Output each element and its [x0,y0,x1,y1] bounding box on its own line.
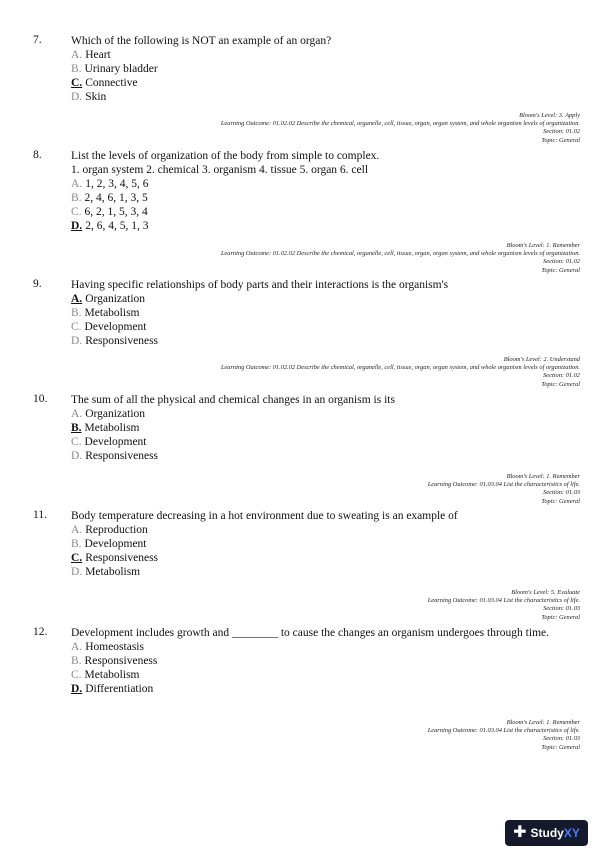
option-c [71,205,591,219]
option-b [71,306,591,320]
option-letter: B. [71,307,82,319]
option-d [71,449,591,463]
topic: Topic: General [541,136,580,144]
topic: Topic: General [541,743,580,751]
blooms-level: Bloom's Level: 2. Understand [503,356,580,363]
topic: Topic: General [541,613,580,621]
option-letter-correct: D. [71,683,83,695]
question-text: Body temperature decreasing in a hot environment due to sweating is an example of [71,510,458,522]
option-d [71,682,571,696]
option-letter: D. [71,566,83,578]
option-a [71,407,591,421]
option-text: 2, 6, 4, 5, 1, 3 [85,220,149,232]
option-letter: C. [71,436,82,448]
option-b [71,421,591,435]
question-8-metadata [221,242,580,275]
option-list [71,640,571,696]
option-letter: A. [71,641,83,653]
option-letter: B. [71,192,82,204]
question-number: 9. [33,278,42,290]
option-c [71,76,591,90]
option-letter: B. [71,655,82,667]
logo-text-suffix: XY [563,826,580,840]
option-letter: D. [71,335,83,347]
blooms-level: Bloom's Level: 1. Remember [506,242,580,249]
question-number: 11. [33,509,47,521]
question-12-metadata [428,719,580,752]
option-c [71,551,591,565]
option-list [71,523,591,579]
option-a [71,177,591,191]
option-letter: C. [71,321,82,333]
option-list [71,48,591,104]
option-list [71,177,591,233]
option-letter: A. [71,524,83,536]
option-b [71,62,591,76]
option-letter: D. [71,450,83,462]
learning-outcome: Learning Outcome: 01.02.02 Describe the chemical, organelle, cell, tissue, organ, organ system, and whole organism levels of organization. [220,250,580,258]
section: Section: 01.02 [543,128,580,136]
studyxy-logo[interactable] [505,820,588,846]
option-text: 1, 2, 3, 4, 5, 6 [85,178,149,190]
question-text: Having specific relationships of body parts and their interactions is the organism's [71,279,449,291]
question-body [71,626,571,696]
option-text: Metabolism [84,422,140,434]
option-text: Metabolism [84,669,140,681]
question-9-metadata [221,356,580,389]
question-body [71,278,591,348]
question-body [71,149,591,233]
option-letter: C. [71,206,82,218]
option-a [71,640,571,654]
section: Section: 01.02 [543,372,580,380]
question-11-metadata [428,589,580,622]
blooms-level: Bloom's Level: 5. Evaluate [511,589,580,596]
option-text: Responsiveness [85,335,159,347]
question-7-metadata [221,112,580,145]
option-letter: B. [71,63,82,75]
blooms-level: Bloom's Level: 3. Apply [519,112,580,119]
option-text: Skin [85,91,107,103]
learning-outcome: Learning Outcome: 01.03.04 List the characteristics of life. [427,727,580,735]
option-text: 2, 4, 6, 1, 3, 5 [84,192,148,204]
question-10-metadata [428,473,580,506]
option-text: Connective [85,77,138,89]
option-list [71,292,591,348]
question-text: Which of the following is NOT an example of an organ? [71,35,332,47]
learning-outcome: Learning Outcome: 01.02.02 Describe the chemical, organelle, cell, tissue, organ, organ system, and whole organism levels of organization. [220,364,580,372]
question-number: 12. [33,626,48,638]
option-d [71,219,591,233]
option-c [71,435,591,449]
option-d [71,90,591,104]
option-text: Urinary bladder [84,63,158,75]
question-number: 7. [33,34,42,46]
option-text: Metabolism [84,307,140,319]
option-text: Responsiveness [85,552,159,564]
question-number: 8. [33,149,42,161]
question-body [71,34,591,104]
option-b [71,537,591,551]
option-letter: C. [71,669,82,681]
option-letter-correct: B. [71,422,82,434]
topic: Topic: General [541,497,580,505]
option-c [71,668,571,682]
option-text: Homeostasis [85,641,144,653]
option-c [71,320,591,334]
topic: Topic: General [541,266,580,274]
option-a [71,523,591,537]
option-text: 6, 2, 1, 5, 3, 4 [84,206,148,218]
option-a [71,292,591,306]
option-d [71,334,591,348]
option-list [71,407,591,463]
option-letter: B. [71,538,82,550]
option-text: Organization [85,293,146,305]
option-text: Development [84,538,147,550]
option-letter: D. [71,91,83,103]
question-text: The sum of all the physical and chemical changes in an organism is its [71,394,395,406]
learning-outcome: Learning Outcome: 01.02.02 Describe the chemical, organelle, cell, tissue, organ, organ system, and whole organism levels of organization. [220,120,580,128]
question-body [71,393,591,463]
option-letter-correct: C. [71,77,83,89]
section: Section: 01.03 [543,489,580,497]
question-text: List the levels of organization of the body from simple to complex. [71,150,380,162]
option-letter-correct: D. [71,220,83,232]
option-text: Development [84,436,147,448]
section: Section: 01.03 [543,735,580,743]
option-text: Differentiation [85,683,154,695]
logo-text-prefix: Study [530,826,564,840]
option-b [71,191,591,205]
option-letter-correct: A. [71,293,83,305]
section: Section: 01.03 [543,605,580,613]
option-text: Responsiveness [85,450,159,462]
option-d [71,565,591,579]
question-text: Development includes growth and ________ to cause the changes an organism undergoes through time. [71,627,549,639]
option-letter: A. [71,408,83,420]
blooms-level: Bloom's Level: 1. Remember [506,719,580,726]
option-text: Development [84,321,147,333]
option-text: Responsiveness [84,655,158,667]
option-text: Metabolism [85,566,141,578]
option-letter: A. [71,178,83,190]
blooms-level: Bloom's Level: 1. Remember [506,473,580,480]
option-letter-correct: C. [71,552,83,564]
learning-outcome: Learning Outcome: 01.03.04 List the characteristics of life. [427,597,580,605]
topic: Topic: General [541,380,580,388]
learning-outcome: Learning Outcome: 01.03.04 List the characteristics of life. [427,481,580,489]
option-b [71,654,571,668]
question-extra: 1. organ system 2. chemical 3. organism 4. tissue 5. organ 6. cell [71,164,369,176]
option-text: Organization [85,408,146,420]
option-a [71,48,591,62]
section: Section: 01.02 [543,258,580,266]
option-text: Reproduction [85,524,148,536]
option-text: Heart [85,49,111,61]
option-letter: A. [71,49,83,61]
question-body [71,509,591,579]
question-number: 10. [33,393,48,405]
plus-icon: ✚ [513,824,527,841]
